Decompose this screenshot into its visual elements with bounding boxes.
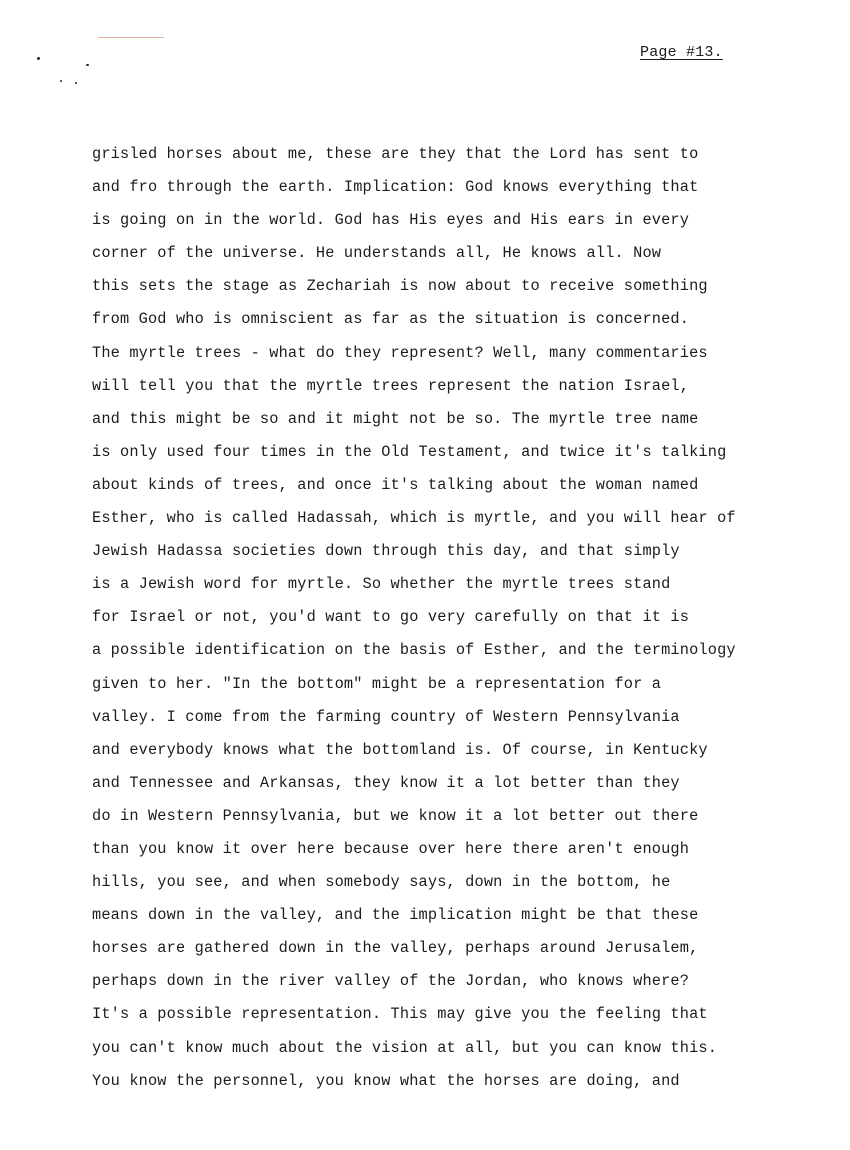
text-line: Jewish Hadassa societies down through this day, and that simply	[92, 542, 680, 561]
text-line: and everybody knows what the bottomland is. Of course, in Kentucky	[92, 740, 708, 759]
text-line: from God who is omniscient as far as the situation is concerned.	[92, 310, 690, 329]
text-line: and this might be so and it might not be so. The myrtle tree name	[92, 409, 699, 428]
text-line: is going on in the world. God has His eyes and His ears in every	[92, 211, 690, 230]
ink-speck	[60, 80, 62, 82]
text-line: It's a possible representation. This may give you the feeling that	[92, 1005, 708, 1024]
text-line: do in Western Pennsylvania, but we know it a lot better out there	[92, 806, 699, 825]
text-line: this sets the stage as Zechariah is now about to receive something	[92, 277, 708, 296]
text-line: means down in the valley, and the implication might be that these	[92, 906, 699, 925]
text-line: about kinds of trees, and once it's talking about the woman named	[92, 475, 699, 494]
ink-mark	[98, 37, 164, 38]
text-line: perhaps down in the river valley of the Jordan, who knows where?	[92, 972, 690, 991]
page-number: Page #13.	[640, 44, 723, 61]
text-line: a possible identification on the basis of Esther, and the terminology	[92, 641, 736, 660]
text-line: valley. I come from the farming country of Western Pennsylvania	[92, 707, 680, 726]
text-line: for Israel or not, you'd want to go very carefully on that it is	[92, 608, 690, 627]
ink-speck	[86, 64, 89, 66]
text-line: given to her. "In the bottom" might be a representation for a	[92, 674, 662, 693]
text-line: You know the personnel, you know what the horses are doing, and	[92, 1071, 680, 1090]
text-line: and Tennessee and Arkansas, they know it a lot better than they	[92, 773, 680, 792]
text-line: grisled horses about me, these are they that the Lord has sent to	[92, 145, 699, 163]
text-line: hills, you see, and when somebody says, down in the bottom, he	[92, 873, 671, 892]
text-line: is a Jewish word for myrtle. So whether the myrtle trees stand	[92, 575, 671, 594]
text-line: Esther, who is called Hadassah, which is myrtle, and you will hear of	[92, 509, 736, 528]
ink-speck	[75, 82, 77, 84]
text-line: will tell you that the myrtle trees represent the nation Israel,	[92, 376, 690, 395]
text-line: The myrtle trees - what do they represent? Well, many commentaries	[92, 343, 708, 362]
body-text	[92, 143, 792, 1103]
text-line: and fro through the earth. Implication: God knows everything that	[92, 178, 699, 197]
text-line: you can't know much about the vision at all, but you can know this.	[92, 1038, 718, 1057]
ink-speck	[37, 57, 40, 60]
text-line: horses are gathered down in the valley, perhaps around Jerusalem,	[92, 939, 699, 958]
text-line: corner of the universe. He understands all, He knows all. Now	[92, 244, 662, 263]
text-line: than you know it over here because over here there aren't enough	[92, 839, 690, 858]
text-line: is only used four times in the Old Testament, and twice it's talking	[92, 442, 727, 461]
